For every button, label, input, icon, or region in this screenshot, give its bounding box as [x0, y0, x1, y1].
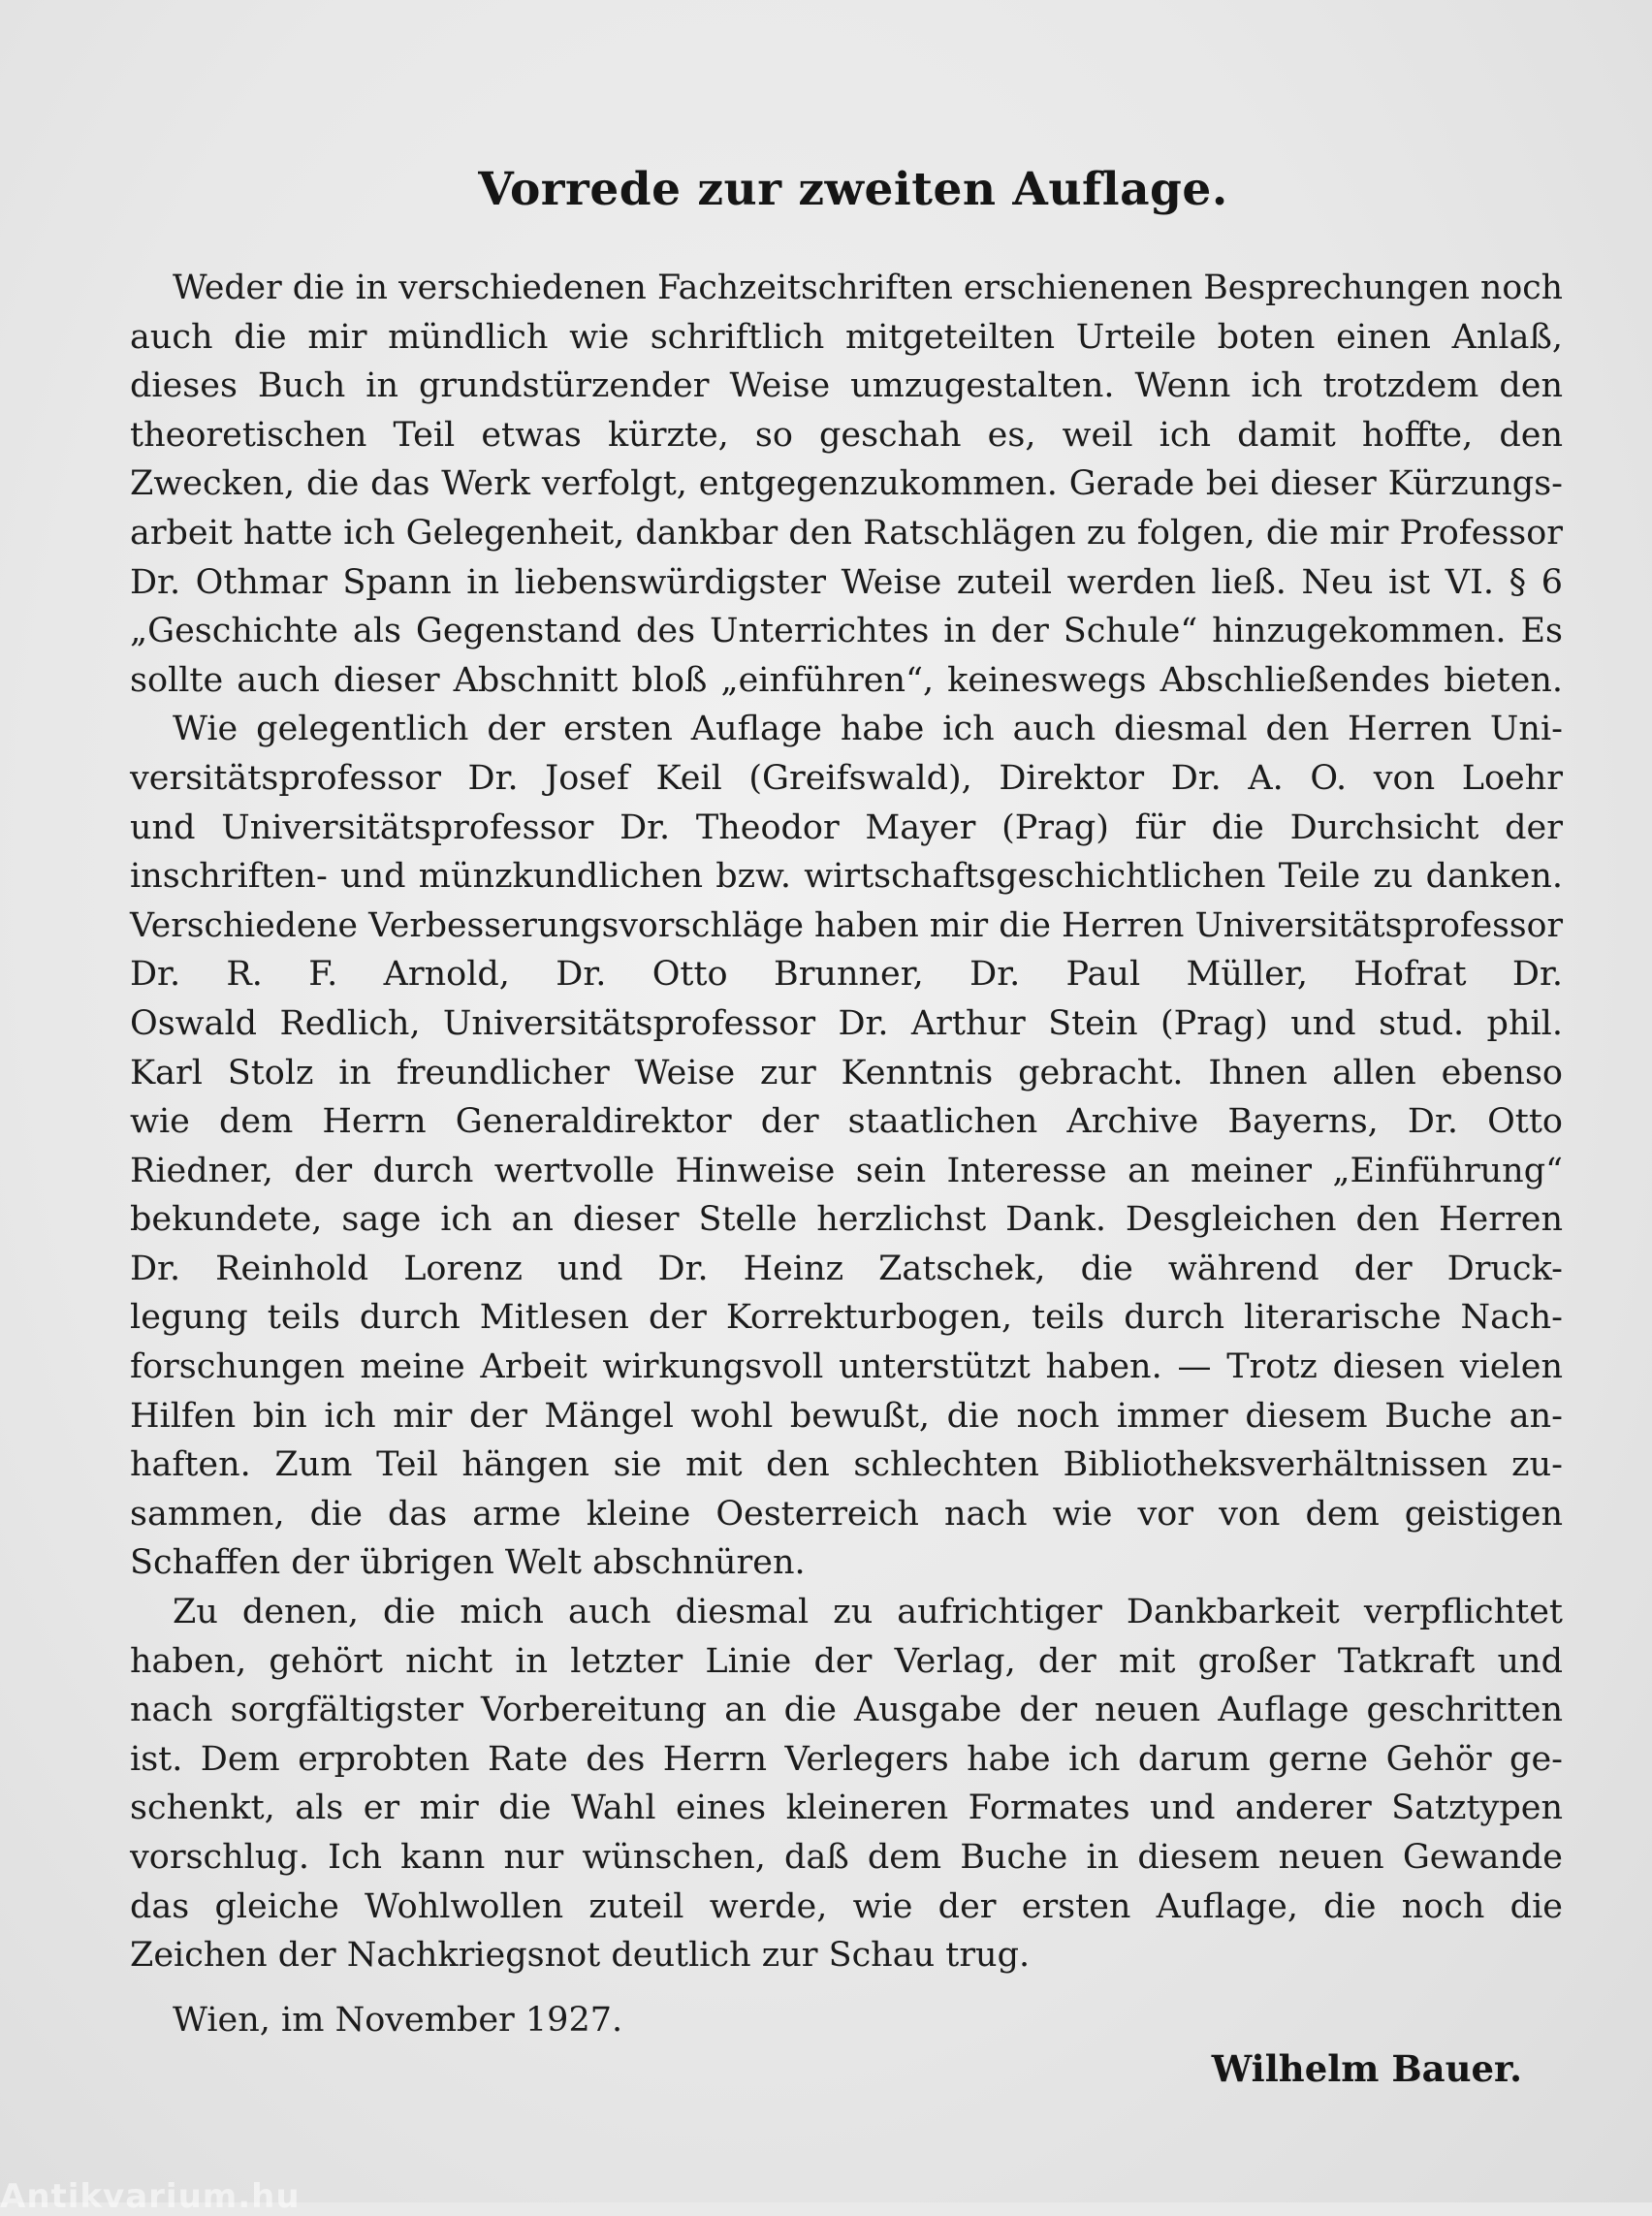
- text-line: Zwecken, die das Werk verfolgt, entgegenzukommen. Gerade bei dieser Kürzungs-: [130, 464, 1563, 504]
- text-line: nach sorgfältigster Vorbereitung an die Ausgabe der neuen Auflage geschritten: [130, 1691, 1563, 1730]
- text-line: Weder die in verschiedenen Fachzeitschriften erschienenen Besprechungen noch: [173, 269, 1563, 307]
- text-line: theoretischen Teil etwas kürzte, so geschah es, weil ich damit hoffte, den: [130, 415, 1563, 455]
- text-line: und Universitätsprofessor Dr. Theodor Mayer (Prag) für die Durchsicht der: [130, 807, 1563, 847]
- text-line: Schaffen der übrigen Welt abschnüren.: [130, 1543, 806, 1583]
- author-signature: Wilhelm Bauer.: [1211, 2047, 1522, 2090]
- text-line: das gleiche Wohlwollen zuteil werde, wie der ersten Auflage, die noch die: [130, 1886, 1563, 1926]
- place-date: Wien, im November 1927.: [173, 2001, 623, 2040]
- text-line: Dr. Othmar Spann in liebenswürdigster Weise zuteil werden ließ. Neu ist VI. § 6: [130, 562, 1563, 602]
- text-line: Riedner, der durch wertvolle Hinweise sein Interesse an meiner „Einführung“: [130, 1151, 1563, 1190]
- text-line: inschriften- und münzkundlichen bzw. wirtschaftsgeschichtlichen Teile zu danken.: [130, 857, 1563, 897]
- page-title: Vorrede zur zweiten Auflage.: [478, 163, 1228, 216]
- text-line: haften. Zum Teil hängen sie mit den schlechten Bibliotheksverhältnissen zu-: [130, 1445, 1563, 1485]
- text-line: Wie gelegentlich der ersten Auflage habe ich auch diesmal den Herren Uni-: [173, 710, 1563, 749]
- text-line: Zu denen, die mich auch diesmal zu aufrichtiger Dankbarkeit verpflichtet: [173, 1593, 1563, 1632]
- text-line: Dr. R. F. Arnold, Dr. Otto Brunner, Dr. Paul Müller, Hofrat Dr.: [130, 955, 1563, 995]
- text-line: Karl Stolz in freundlicher Weise zur Kenntnis gebracht. Ihnen allen ebenso: [130, 1053, 1563, 1092]
- text-line: Dr. Reinhold Lorenz und Dr. Heinz Zatschek, die während der Druck-: [130, 1249, 1563, 1288]
- text-line: Zeichen der Nachkriegsnot deutlich zur Schau trug.: [130, 1936, 1031, 1976]
- text-line: Oswald Redlich, Universitätsprofessor Dr. Arthur Stein (Prag) und stud. phil.: [130, 1003, 1563, 1043]
- text-line: Hilfen bin ich mir der Mängel wohl bewußt, die noch immer diesem Buche an-: [130, 1396, 1563, 1436]
- text-line: sammen, die das arme kleine Oesterreich nach wie vor von dem geistigen: [130, 1494, 1563, 1534]
- text-line: sollte auch dieser Abschnitt bloß „einführen“, keineswegs Abschließendes bieten.: [130, 660, 1563, 700]
- text-line: ist. Dem erprobten Rate des Herrn Verlegers habe ich darum gerne Gehör ge-: [130, 1739, 1563, 1779]
- preface-body: [130, 264, 1563, 1980]
- text-line: auch die mir mündlich wie schriftlich mitgeteilten Urteile boten einen Anlaß,: [130, 317, 1563, 357]
- text-line: „Geschichte als Gegenstand des Unterrichtes in der Schule“ hinzugekommen. Es: [130, 612, 1563, 651]
- text-line: Verschiedene Verbesserungsvorschläge haben mir die Herren Universitätsprofessor: [130, 905, 1563, 945]
- text-line: legung teils durch Mitlesen der Korrekturbogen, teils durch literarische Nach-: [130, 1298, 1563, 1338]
- text-line: forschungen meine Arbeit wirkungsvoll unterstützt haben. — Trotz diesen vielen: [130, 1347, 1563, 1387]
- text-line: versitätsprofessor Dr. Josef Keil (Greifswald), Direktor Dr. A. O. von Loehr: [130, 758, 1563, 798]
- text-line: arbeit hatte ich Gelegenheit, dankbar den Ratschlägen zu folgen, die mir Professor: [130, 513, 1563, 553]
- watermark: Antikvarium.hu: [0, 2177, 301, 2216]
- text-line: schenkt, als er mir die Wahl eines kleineren Formates und anderer Satztypen: [130, 1789, 1563, 1828]
- text-line: wie dem Herrn Generaldirektor der staatlichen Archive Bayerns, Dr. Otto: [130, 1102, 1563, 1142]
- text-line: dieses Buch in grundstürzender Weise umzugestalten. Wenn ich trotzdem den: [130, 366, 1563, 406]
- text-line: vorschlug. Ich kann nur wünschen, daß dem Buche in diesem neuen Gewande: [130, 1838, 1563, 1877]
- text-line: haben, gehört nicht in letzter Linie der Verlag, der mit großer Tatkraft und: [130, 1641, 1563, 1681]
- text-line: bekundete, sage ich an dieser Stelle herzlichst Dank. Desgleichen den Herren: [130, 1200, 1563, 1240]
